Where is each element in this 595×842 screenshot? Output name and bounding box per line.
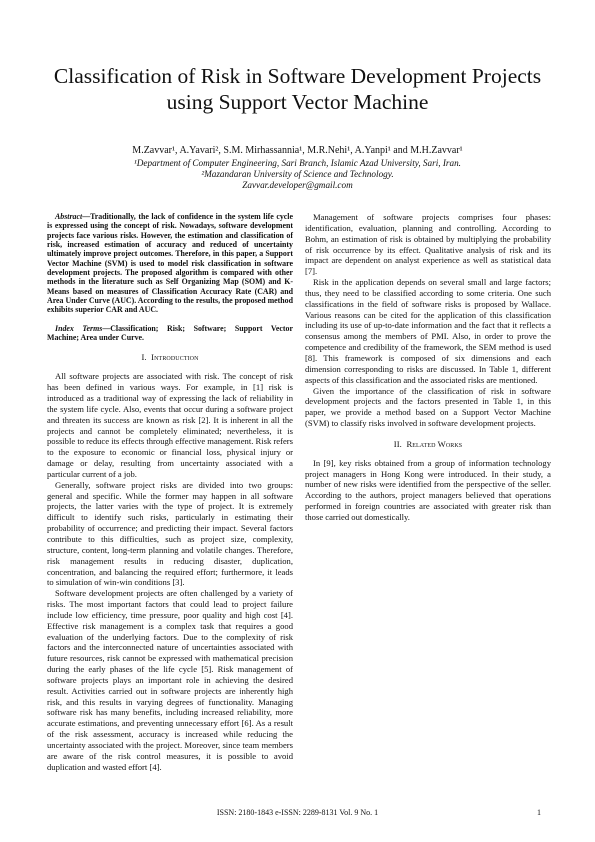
paragraph: Given the importance of the classification of risk in software development projects and the factors presented in Table 1, in this paper, we provide a method based on a Support Vector Machine (SVM) to classify risks involved in software development projects.: [305, 385, 551, 429]
section-title: Related Works: [406, 438, 463, 449]
paragraph-continued: Software development projects are often challenged by a variety of risks. The most important factors that could lead to project failure include low efficiency, time pressure, poor quality and high cost [4]. Effective risk management is a complex task that requires a good evaluation of the underlying factors. Due to the complexity of risk factors and the interconnected nature of uncertainties associated with future resources, risk cannot be expressed with mathematical precision during the early phases of the life cycle [5]. Risk management of software projects plays an important role in achieving the desired result. Activities carried out in software projects are inherently high risk, and this results in varying degrees of functionality. Managing software risk has many benefits, including increased reliability, more accurate estimations, and preventing unnecessary effort [6]. As a result of the risk assessment, accuracy is increased while reducing the uncertainty associated with the project. Moreover, since team members are aware of the risk control measures, it is possible to avoid duplication and wasted effort [4].: [47, 588, 293, 772]
page-number: 1: [537, 808, 541, 817]
abstract-text: —Traditionally, the lack of confidence in the system life cycle is expressed using the concept of risk. Nowadays, software development projects face various risks. However, the estimation and classification of risk, increased estimation of accuracy and reduced of uncertainty ultimately improve project outcomes. Therefore, in this paper, a Support Vector Machine (SVM) is used to model risk classification in software development projects. The proposed algorithm is compared with other methods in the literature such as Self Organizing Map (SOM) and K-Means based on measures of Classification Accuracy Rate (CAR) and Area Under Curve (AUC). According to the results, the proposed method exhibits superior CAR and AUC.: [47, 212, 293, 315]
section-title: Introduction: [151, 352, 199, 363]
section-heading-related-works: [305, 439, 551, 450]
paper-title: Classification of Risk in Software Development Projects using Support Vector Machine: [53, 64, 542, 114]
journal-footer: ISSN: 2180-1843 e-ISSN: 2289-8131 Vol. 9 No. 1: [216, 808, 379, 817]
index-terms: [47, 324, 293, 343]
right-column: [305, 212, 551, 523]
affiliation-1: ¹Department of Computer Engineering, Sari Branch, Islamic Azad University, Sari, Iran.: [134, 158, 461, 168]
paragraph: Management of software projects comprises four phases: identification, evaluation, planning and controlling. According to Bohm, an estimation of risk is obtained by multiplying the probability of risk occurrence by its effect. Qualitative analysis of risk and its impact are dependent on analyst experience as well as statistical data [7].: [305, 212, 551, 277]
left-column: [47, 212, 293, 773]
author-names: M.Zavvar¹, A.Yavari², S.M. Mirhassannia¹, M.R.Nehi¹, A.Yanpi¹ and M.H.Zavvar¹: [132, 145, 463, 156]
affiliation-2: ²Mazandaran University of Science and Technology.: [201, 169, 394, 179]
index-terms-text: —Classification; Risk; Software; Support Vector Machine; Area under Curve.: [47, 323, 293, 343]
abstract-label: Abstract: [55, 212, 83, 221]
paragraph: Generally, software project risks are divided into two groups: general and specific. While the former may happen in all software projects, the latter varies with the type of project. It is extremely difficult to identify such risks, particularly in estimating their probability of occurrence; and predicting their impact. Several factors contribute to this difficulties, such as project size, complexity, structure, content, long-term planning and volatile changes. Therefore, risk management results in reducing disaster, duplication, concentration, and balancing the required effort; furthermore, it leads to simulation of win-win conditions [3].: [47, 479, 293, 588]
author-email: Zavvar.developer@gmail.com: [242, 180, 353, 190]
section-number: I.: [141, 352, 147, 363]
abstract: [47, 212, 293, 315]
paragraph: In [9], key risks obtained from a group of information technology project managers in Hong Kong were introduced. In their study, a number of new risks were identified from the perspective of the seller. According to the authors, project managers believed that operations performed in foreign countries are associated with greater risk than those carried out domestically.: [305, 457, 551, 522]
index-terms-label: Index Terms: [55, 323, 103, 333]
section-heading-introduction: [47, 352, 293, 363]
author-block: [40, 145, 555, 191]
section-number: II.: [393, 438, 402, 449]
paragraph: Risk in the application depends on several small and large factors; thus, they need to be classified according to some criteria. One such classifications in the field of software risks is proposed by Wallace. Various reasons can be cited for the application of this classification including its use of up-to-date information and the fact that it reflects a consensus among the members of PMI. Also, in order to prove the competence and credibility of the framework, the SEM method is used [8]. This framework is composed of six dimensions and each dimension corresponding to risks are discussed. In Table 1, different aspects of this classification and the associated risks are mentioned.: [305, 277, 551, 385]
paragraph: All software projects are associated with risk. The concept of risk has been defined in various ways. For example, in [1] risk is introduced as a traditional way of expressing the lack of reliability in the system life cycle. Also, events that occur during a software project and threaten its success are known as risk [2]. It is inherent in all the projects and cannot be completely eliminated; nevertheless, it is possible to reduce its effects through effective management. Risk refers to the exposure to economic or financial loss, physical injury or damage or delay, resulting from uncertainty associated with a particular current of a job.: [47, 371, 293, 479]
